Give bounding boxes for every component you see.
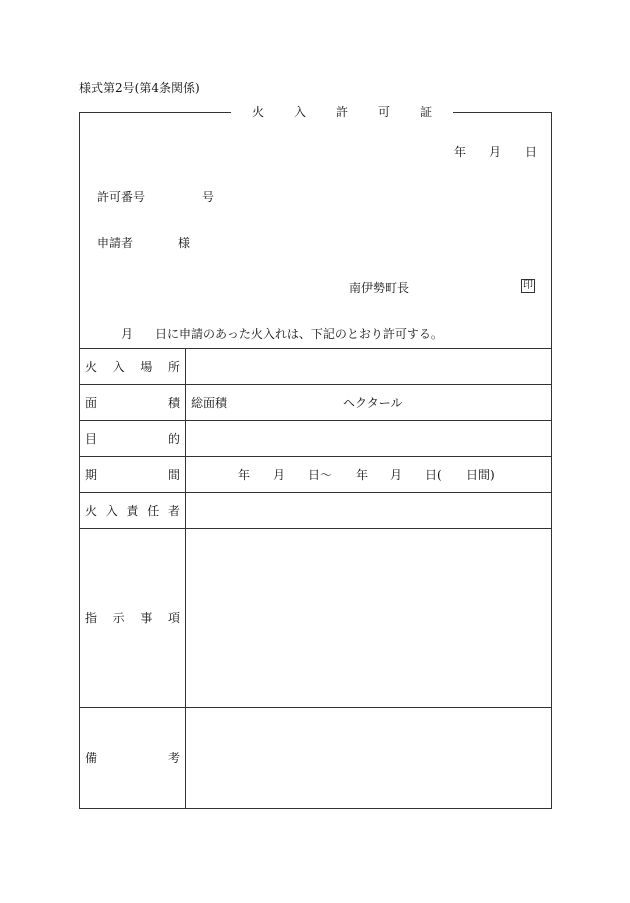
statement-month: 月 (121, 327, 134, 341)
form-label: 様式第2号(第4条関係) (79, 81, 200, 95)
table-rule (79, 384, 552, 385)
table-column-divider (185, 348, 186, 809)
permit-frame (79, 112, 552, 809)
title-char: 火 (252, 105, 265, 119)
period-days: 日間) (466, 468, 495, 482)
table-rule (79, 528, 552, 529)
row-label-person-in-charge: 火 入 責 任 者 (85, 504, 180, 518)
applicant-label: 申請者 (97, 236, 134, 250)
period-end-day: 日( (425, 468, 442, 482)
table-rule (79, 456, 552, 457)
period-start-year: 年 (238, 468, 251, 482)
applicant-suffix: 様 (178, 236, 191, 250)
period-start-month: 月 (273, 468, 286, 482)
table-rule (79, 707, 552, 708)
statement-text: 日に申請のあった火入れは、下記のとおり許可する。 (155, 327, 443, 341)
row-label-period: 期 間 (85, 468, 180, 482)
period-start-day: 日〜 (308, 468, 333, 482)
seal-mark: 印 (523, 280, 533, 291)
title-char: 入 (294, 105, 307, 119)
document-title (231, 106, 453, 118)
table-rule (79, 420, 552, 421)
row-label-purpose: 目 的 (85, 432, 180, 446)
period-end-year: 年 (356, 468, 369, 482)
table-rule (79, 492, 552, 493)
permit-number-suffix: 号 (202, 190, 215, 204)
permit-number-label: 許可番号 (97, 190, 146, 204)
title-char: 許 (336, 105, 349, 119)
table-rule (79, 348, 552, 349)
issuer-name: 南伊勢町長 (349, 281, 410, 295)
row-label-area: 面 積 (85, 396, 180, 410)
title-char: 証 (420, 105, 433, 119)
area-total-label: 総面積 (191, 396, 228, 410)
date-year: 年 (454, 145, 467, 159)
row-label-instructions: 指 示 事 項 (85, 611, 180, 625)
row-label-remarks: 備 考 (85, 751, 180, 765)
area-unit: ヘクタール (343, 396, 403, 410)
period-end-month: 月 (390, 468, 403, 482)
title-char: 可 (378, 105, 391, 119)
row-label-place: 火 入 場 所 (85, 360, 180, 374)
date-month: 月 (489, 145, 502, 159)
date-day: 日 (525, 145, 538, 159)
